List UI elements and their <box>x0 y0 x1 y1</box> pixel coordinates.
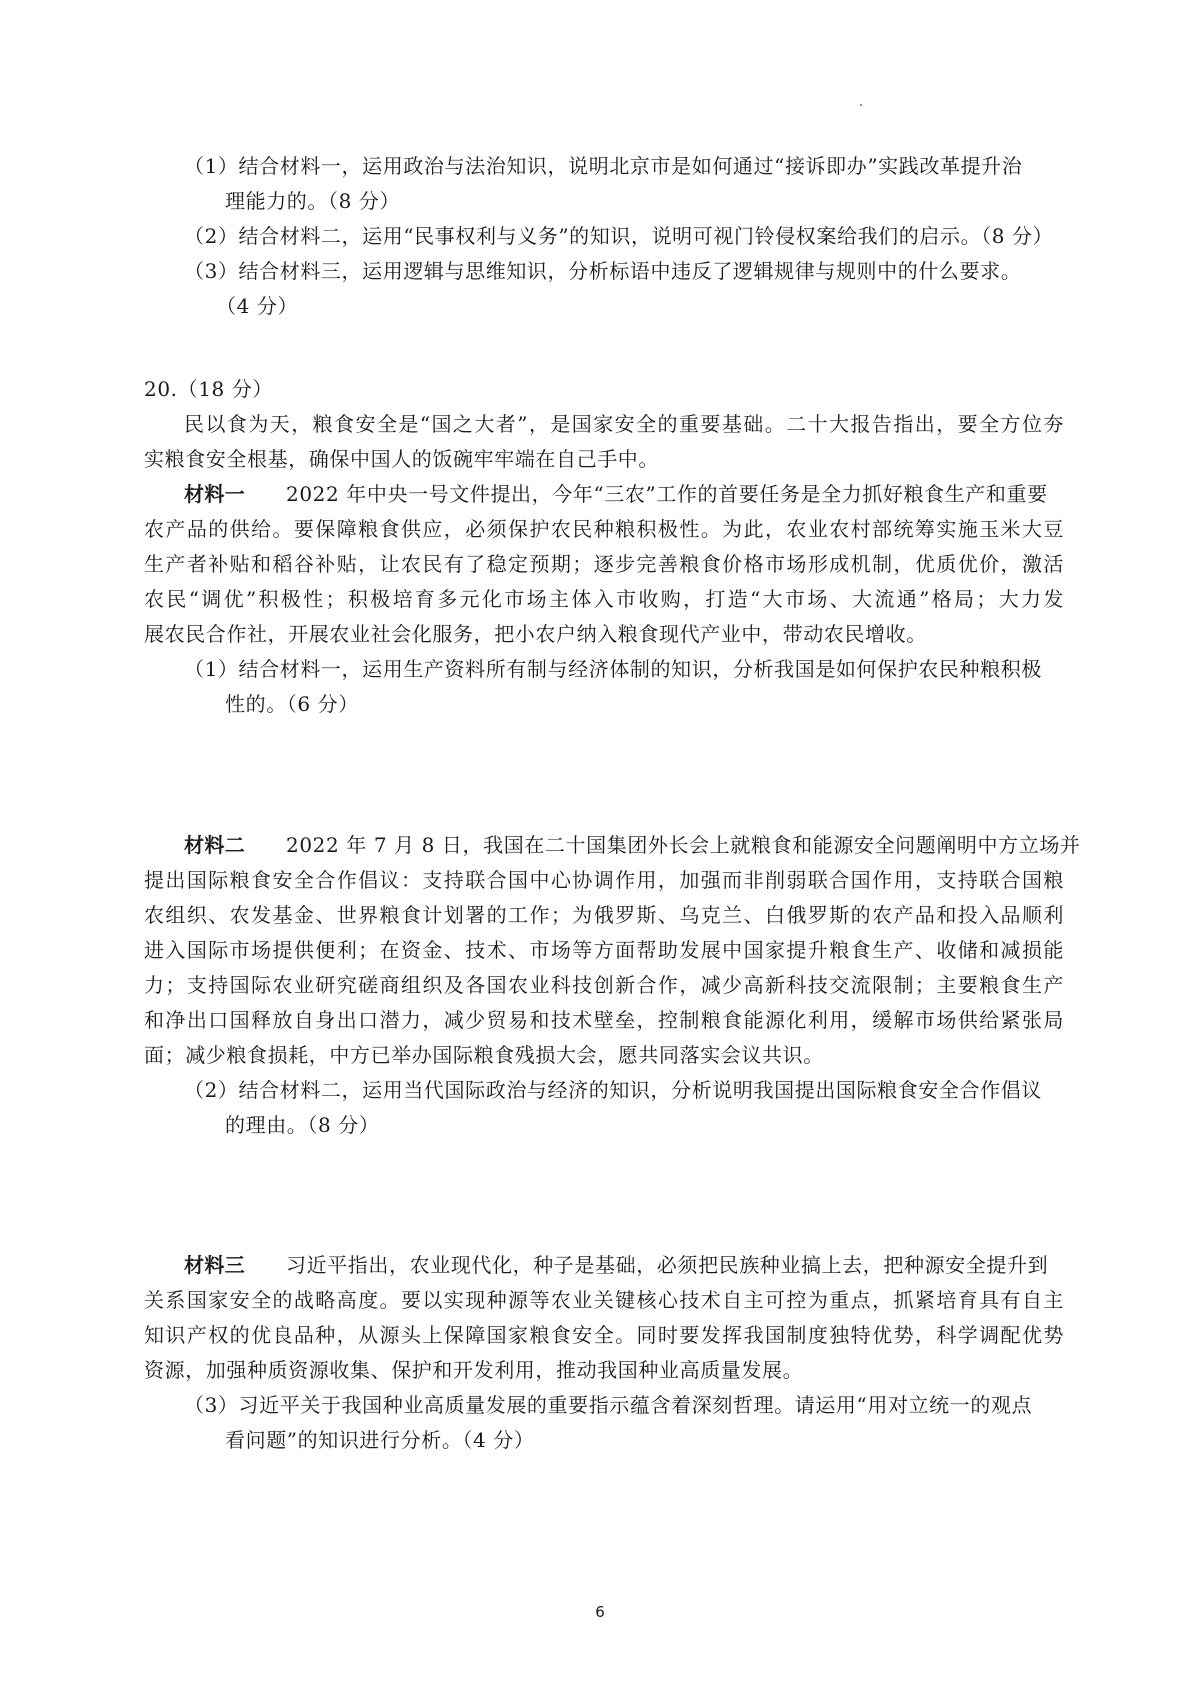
question-20-3-line-1: （3）习近平关于我国种业高质量发展的重要指示蕴含着深刻哲理。请运用“用对立统一的观点 <box>184 1393 1033 1417</box>
question-2-line-1: （2）结合材料二，运用“民事权利与义务”的知识，说明可视门铃侵权案给我们的启示。（8 分） <box>184 224 1054 248</box>
material-2-line-4: 进入国际市场提供便利；在资金、技术、市场等方面帮助发展中国家提升粮食生产、收储和减损能 <box>144 938 1064 962</box>
scan-speck <box>860 104 862 106</box>
material-1-line-1: 2022 年中央一号文件提出，今年“三农”工作的首要任务是全力抓好粮食生产和重要 <box>286 482 1048 506</box>
question-3-line-1: （3）结合材料三，运用逻辑与思维知识，分析标语中违反了逻辑规律与规则中的什么要求。 <box>184 259 1022 283</box>
question-20-2-line-2: 的理由。（8 分） <box>225 1113 380 1137</box>
question-20-1-line-2: 性的。（6 分） <box>225 692 359 716</box>
material-2-line-3: 农组织、农发基金、世界粮食计划署的工作；为俄罗斯、乌克兰、白俄罗斯的农产品和投入品顺利 <box>144 903 1064 927</box>
material-1-line-4: 农民“调优”积极性；积极培育多元化市场主体入市收购，打造“大市场、大流通”格局；大力发 <box>144 587 1064 611</box>
question-20-1-line-1: （1）结合材料一，运用生产资料所有制与经济体制的知识，分析我国是如何保护农民种粮积极 <box>184 657 1042 681</box>
intro-line-1: 民以食为天，粮食安全是“国之大者”，是国家安全的重要基础。二十大报告指出，要全方位夯 <box>184 412 1064 436</box>
question-1-line-1: （1）结合材料一，运用政治与法治知识，说明北京市是如何通过“接诉即办”实践改革提升治 <box>184 154 1023 178</box>
material-2-line-1: 2022 年 7 月 8 日，我国在二十国集团外长会上就粮食和能源安全问题阐明中方立场并 <box>286 833 1081 857</box>
material-3-line-4: 资源，加强种质资源收集、保护和开发利用，推动我国种业高质量发展。 <box>144 1358 804 1382</box>
material-3-label: 材料三 <box>184 1253 246 1277</box>
material-1-line-5: 展农民合作社，开展农业社会化服务，把小农户纳入粮食现代产业中，带动农民增收。 <box>144 622 927 646</box>
material-2-line-2: 提出国际粮食安全合作倡议：支持联合国中心协调作用，加强而非削弱联合国作用，支持联合国粮 <box>144 868 1064 892</box>
material-3-line-3: 知识产权的优良品种，从源头上保障国家粮食安全。同时要发挥我国制度独特优势，科学调配优势 <box>144 1323 1064 1347</box>
page-number: 6 <box>595 1603 605 1621</box>
material-1-line-2: 农产品的供给。要保障粮食供应，必须保护农民种粮积极性。为此，农业农村部统筹实施玉米大豆 <box>144 517 1064 541</box>
question-20-header: 20.（18 分） <box>144 377 274 401</box>
material-2-label: 材料二 <box>184 833 246 857</box>
material-1-line-3: 生产者补贴和稻谷补贴，让农民有了稳定预期；逐步完善粮食价格市场形成机制，优质优价，激活 <box>144 552 1064 576</box>
material-2-line-5: 力；支持国际农业研究磋商组织及各国农业科技创新合作，减少高新科技交流限制；主要粮食生产 <box>144 973 1064 997</box>
intro-line-2: 实粮食安全根基，确保中国人的饭碗牢牢端在自己手中。 <box>144 447 659 471</box>
question-3-line-2: （4 分） <box>216 294 299 318</box>
material-2-line-6: 和净出口国释放自身出口潜力，减少贸易和技术壁垒，控制粮食能源化利用，缓解市场供给紧张局 <box>144 1008 1064 1032</box>
question-20-2-line-1: （2）结合材料二，运用当代国际政治与经济的知识，分析说明我国提出国际粮食安全合作倡议 <box>184 1078 1042 1102</box>
material-2-line-7: 面；减少粮食损耗，中方已举办国际粮食残损大会，愿共同落实会议共识。 <box>144 1043 824 1067</box>
material-1-label: 材料一 <box>184 482 246 506</box>
question-20-3-line-2: 看问题”的知识进行分析。（4 分） <box>225 1428 535 1452</box>
question-1-line-2: 理能力的。（8 分） <box>225 189 401 213</box>
material-3-line-2: 关系国家安全的战略高度。要以实现种源等农业关键核心技术自主可控为重点，抓紧培育具有自主 <box>144 1288 1064 1312</box>
material-3-line-1: 习近平指出，农业现代化，种子是基础，必须把民族种业搞上去，把种源安全提升到 <box>286 1253 1049 1277</box>
